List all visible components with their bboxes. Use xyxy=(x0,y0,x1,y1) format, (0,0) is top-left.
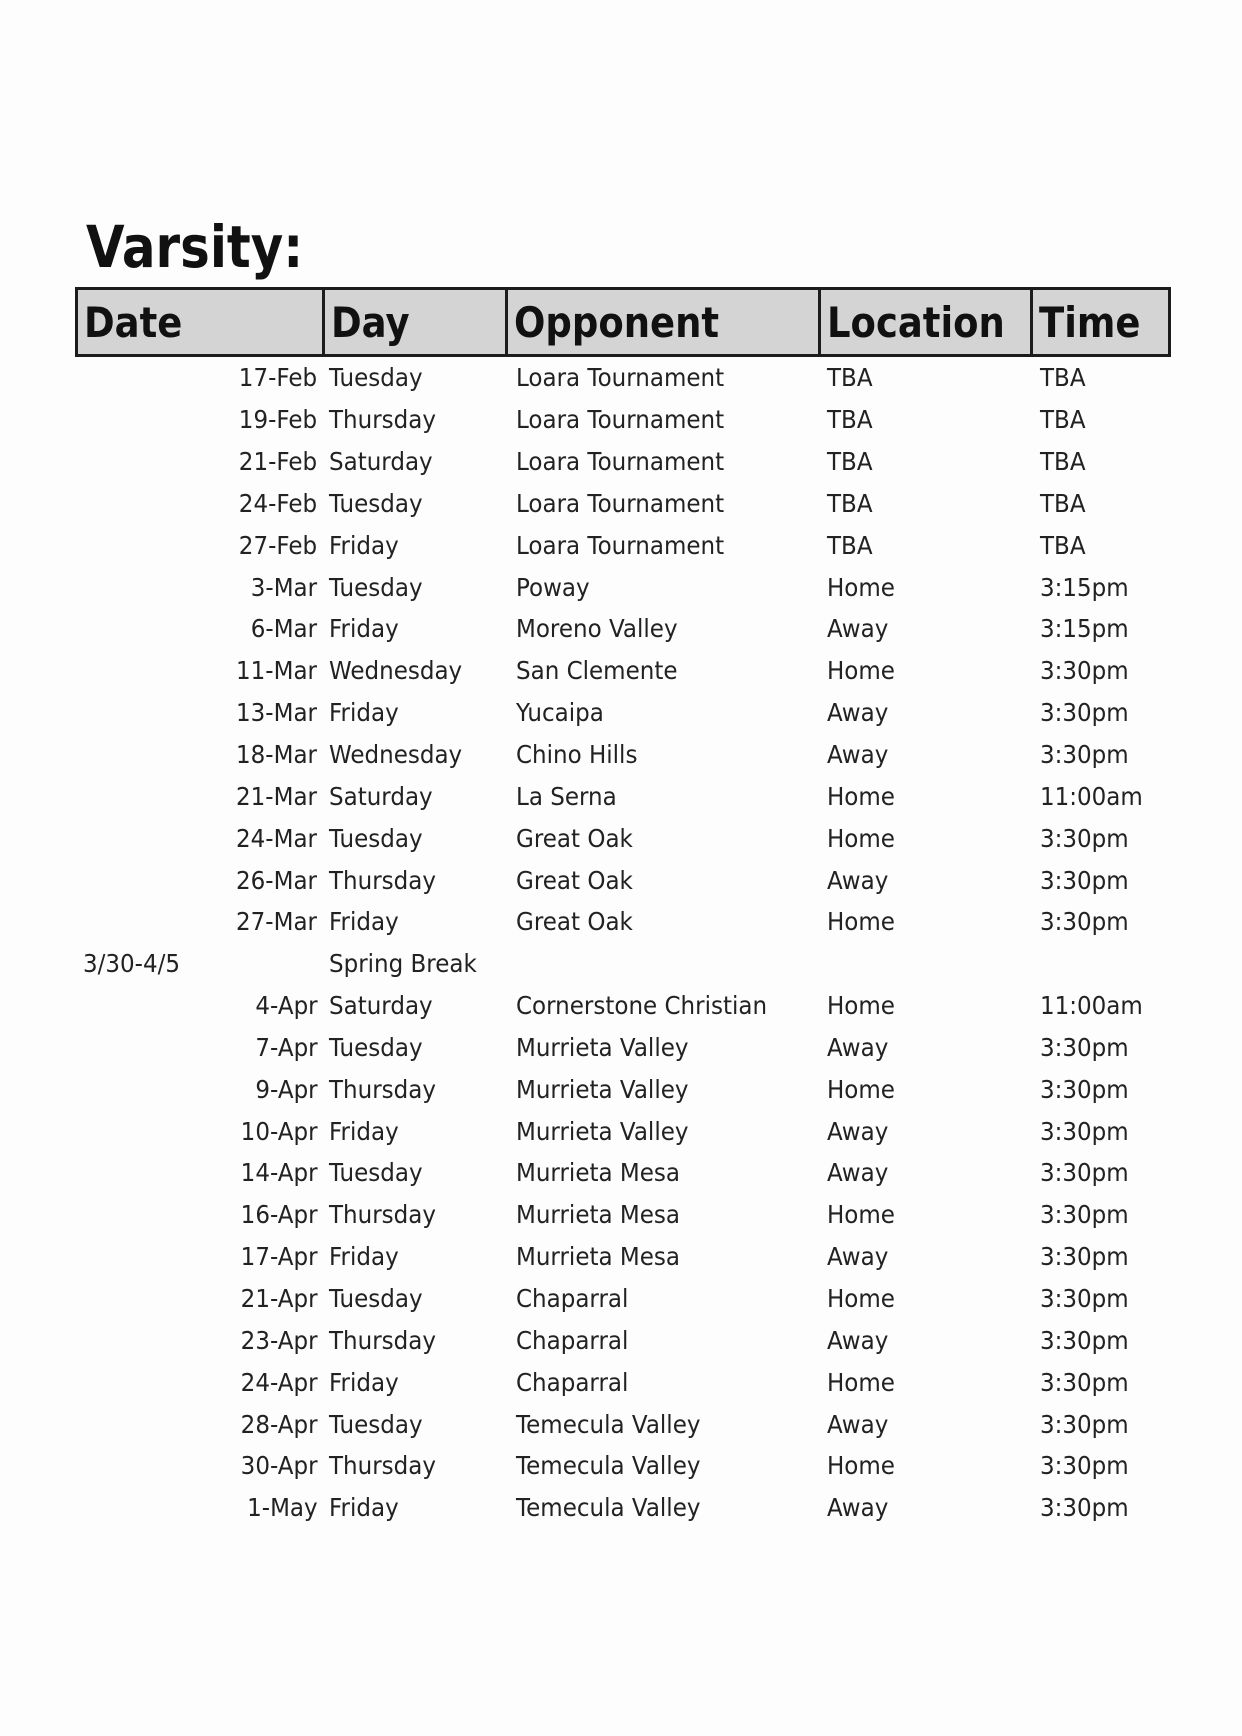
opponent-cell: Temecula Valley xyxy=(515,1493,700,1523)
game-row xyxy=(77,1027,1170,1069)
date-cell: 24-Feb xyxy=(239,488,318,518)
time-cell: 3:30pm xyxy=(1039,1242,1129,1272)
day-cell: Tuesday xyxy=(328,1032,423,1062)
game-row xyxy=(77,441,1170,483)
opponent-cell: Chaparral xyxy=(515,1283,628,1313)
game-row xyxy=(77,1487,1170,1529)
date-cell: 30-Apr xyxy=(240,1451,318,1481)
location-cell: Away xyxy=(826,1409,888,1439)
location-cell: Away xyxy=(826,1032,888,1062)
opponent-cell: Murrieta Mesa xyxy=(515,1242,680,1272)
opponent-cell: Temecula Valley xyxy=(515,1409,700,1439)
day-cell: Thursday xyxy=(328,1325,436,1355)
header-date: Date xyxy=(77,289,324,356)
date-cell: 21-Mar xyxy=(236,781,318,811)
date-cell: 1-May xyxy=(247,1493,318,1523)
location-cell: Away xyxy=(826,698,888,728)
opponent-cell: Loara Tournament xyxy=(515,530,724,560)
time-cell: TBA xyxy=(1039,405,1086,435)
date-cell: 19-Feb xyxy=(239,405,318,435)
time-cell: 3:30pm xyxy=(1039,1493,1129,1523)
location-cell: Away xyxy=(826,614,888,644)
day-cell: Tuesday xyxy=(328,488,423,518)
day-cell: Tuesday xyxy=(328,823,423,853)
date-cell: 17-Feb xyxy=(239,363,318,393)
opponent-cell: Great Oak xyxy=(515,907,633,937)
opponent-cell: San Clemente xyxy=(515,656,677,686)
opponent-cell: Murrieta Valley xyxy=(515,1074,688,1104)
time-cell: 3:30pm xyxy=(1039,1367,1129,1397)
opponent-cell: Murrieta Mesa xyxy=(515,1158,680,1188)
opponent-cell xyxy=(507,943,820,985)
date-cell: 10-Apr xyxy=(240,1116,318,1146)
time-cell: 3:30pm xyxy=(1039,1325,1129,1355)
day-cell: Tuesday xyxy=(328,1283,423,1313)
opponent-cell: Chino Hills xyxy=(515,740,637,770)
date-cell: 3-Mar xyxy=(251,572,318,602)
opponent-cell: Poway xyxy=(515,572,590,602)
day-cell: Thursday xyxy=(328,1074,436,1104)
header-row xyxy=(77,289,1170,356)
location-cell xyxy=(820,943,1032,985)
game-row xyxy=(77,1152,1170,1194)
date-cell: 23-Apr xyxy=(240,1325,318,1355)
game-row xyxy=(77,483,1170,525)
time-cell: 3:30pm xyxy=(1039,865,1129,895)
opponent-cell: Loara Tournament xyxy=(515,363,724,393)
game-row xyxy=(77,650,1170,692)
day-cell: Tuesday xyxy=(328,572,423,602)
opponent-cell: Great Oak xyxy=(515,823,633,853)
header-day: Day xyxy=(324,289,507,356)
date-cell: 7-Apr xyxy=(255,1032,318,1062)
time-cell: 3:30pm xyxy=(1039,1451,1129,1481)
location-cell: TBA xyxy=(826,530,873,560)
time-cell: 11:00am xyxy=(1039,991,1143,1021)
game-row xyxy=(77,608,1170,650)
game-row xyxy=(77,1361,1170,1403)
date-cell: 13-Mar xyxy=(236,698,318,728)
time-cell: 3:30pm xyxy=(1039,1283,1129,1313)
date-cell: 24-Apr xyxy=(240,1367,318,1397)
time-cell: 3:30pm xyxy=(1039,698,1129,728)
day-cell: Thursday xyxy=(328,1451,436,1481)
day-cell: Friday xyxy=(328,1242,399,1272)
schedule-table xyxy=(75,287,1171,1529)
location-cell: Home xyxy=(826,823,895,853)
day-cell: Tuesday xyxy=(328,363,423,393)
day-cell: Wednesday xyxy=(328,656,462,686)
header-location: Location xyxy=(820,289,1032,356)
time-cell: 3:30pm xyxy=(1039,1116,1129,1146)
time-cell: 3:30pm xyxy=(1039,1158,1129,1188)
game-row xyxy=(77,1445,1170,1487)
game-row xyxy=(77,901,1170,943)
time-cell: 3:30pm xyxy=(1039,740,1129,770)
date-cell: 18-Mar xyxy=(236,740,318,770)
day-cell: Saturday xyxy=(328,447,433,477)
opponent-cell: Cornerstone Christian xyxy=(515,991,767,1021)
date-cell: 11-Mar xyxy=(236,656,318,686)
day-cell: Thursday xyxy=(328,865,436,895)
opponent-cell: Murrieta Valley xyxy=(515,1032,688,1062)
location-cell: Home xyxy=(826,1283,895,1313)
opponent-cell: La Serna xyxy=(515,781,617,811)
day-cell: Friday xyxy=(328,907,399,937)
opponent-cell: Loara Tournament xyxy=(515,447,724,477)
game-row xyxy=(77,1194,1170,1236)
date-cell: 21-Feb xyxy=(239,447,318,477)
game-row xyxy=(77,524,1170,566)
header-time: Time xyxy=(1032,289,1170,356)
time-cell: 3:30pm xyxy=(1039,907,1129,937)
day-cell: Friday xyxy=(328,698,399,728)
page-title: Varsity: xyxy=(86,213,304,281)
date-cell: 6-Mar xyxy=(251,614,318,644)
day-cell: Tuesday xyxy=(328,1409,423,1439)
opponent-cell: Great Oak xyxy=(515,865,633,895)
time-cell: TBA xyxy=(1039,447,1086,477)
game-row xyxy=(77,399,1170,441)
day-cell: Wednesday xyxy=(328,740,462,770)
location-cell: Home xyxy=(826,1200,895,1230)
game-row xyxy=(77,1068,1170,1110)
date-cell: 9-Apr xyxy=(255,1074,318,1104)
location-cell: Away xyxy=(826,1493,888,1523)
game-row xyxy=(77,734,1170,776)
location-cell: Home xyxy=(826,907,895,937)
location-cell: Home xyxy=(826,1367,895,1397)
location-cell: Home xyxy=(826,1451,895,1481)
time-cell: 11:00am xyxy=(1039,781,1143,811)
break-row xyxy=(77,943,1170,985)
time-cell: 3:30pm xyxy=(1039,1074,1129,1104)
date-cell: 26-Mar xyxy=(236,865,318,895)
opponent-cell: Loara Tournament xyxy=(515,405,724,435)
location-cell: Home xyxy=(826,1074,895,1104)
location-cell: Away xyxy=(826,1158,888,1188)
game-row xyxy=(77,1110,1170,1152)
opponent-cell: Yucaipa xyxy=(515,698,604,728)
day-cell: Friday xyxy=(328,1367,399,1397)
location-cell: Away xyxy=(826,1325,888,1355)
date-cell: 16-Apr xyxy=(240,1200,318,1230)
time-cell xyxy=(1032,943,1170,985)
date-cell: 14-Apr xyxy=(240,1158,318,1188)
time-cell: 3:30pm xyxy=(1039,1200,1129,1230)
time-cell: 3:30pm xyxy=(1039,656,1129,686)
date-cell: 24-Mar xyxy=(236,823,318,853)
day-cell: Friday xyxy=(328,1493,399,1523)
game-row xyxy=(77,775,1170,817)
opponent-cell: Chaparral xyxy=(515,1325,628,1355)
game-row xyxy=(77,1403,1170,1445)
game-row xyxy=(77,692,1170,734)
game-row xyxy=(77,817,1170,859)
date-cell: 17-Apr xyxy=(240,1242,318,1272)
location-cell: TBA xyxy=(826,488,873,518)
time-cell: 3:30pm xyxy=(1039,823,1129,853)
time-cell: TBA xyxy=(1039,363,1086,393)
date-cell: 4-Apr xyxy=(255,991,318,1021)
date-cell: 3/30-4/5 xyxy=(82,949,180,979)
day-cell: Friday xyxy=(328,614,399,644)
schedule-body xyxy=(77,356,1170,1529)
location-cell: Away xyxy=(826,1116,888,1146)
date-cell: 28-Apr xyxy=(240,1409,318,1439)
day-cell: Thursday xyxy=(328,405,436,435)
location-cell: Away xyxy=(826,1242,888,1272)
day-cell: Tuesday xyxy=(328,1158,423,1188)
day-cell: Saturday xyxy=(328,991,433,1021)
time-cell: TBA xyxy=(1039,530,1086,560)
date-cell: 27-Feb xyxy=(239,530,318,560)
date-cell: 27-Mar xyxy=(236,907,318,937)
location-cell: TBA xyxy=(826,405,873,435)
opponent-cell: Murrieta Valley xyxy=(515,1116,688,1146)
game-row xyxy=(77,1319,1170,1361)
game-row xyxy=(77,1236,1170,1278)
time-cell: 3:30pm xyxy=(1039,1032,1129,1062)
header-opponent: Opponent xyxy=(507,289,820,356)
day-cell: Saturday xyxy=(328,781,433,811)
location-cell: Away xyxy=(826,865,888,895)
opponent-cell: Murrieta Mesa xyxy=(515,1200,680,1230)
opponent-cell: Chaparral xyxy=(515,1367,628,1397)
day-cell: Thursday xyxy=(328,1200,436,1230)
date-cell: 21-Apr xyxy=(240,1283,318,1313)
time-cell: 3:15pm xyxy=(1039,614,1129,644)
game-row xyxy=(77,859,1170,901)
game-row xyxy=(77,356,1170,399)
time-cell: 3:15pm xyxy=(1039,572,1129,602)
opponent-cell: Temecula Valley xyxy=(515,1451,700,1481)
time-cell: TBA xyxy=(1039,488,1086,518)
day-cell: Friday xyxy=(328,530,399,560)
day-cell: Spring Break xyxy=(328,949,477,979)
location-cell: Away xyxy=(826,740,888,770)
time-cell: 3:30pm xyxy=(1039,1409,1129,1439)
location-cell: Home xyxy=(826,781,895,811)
day-cell: Friday xyxy=(328,1116,399,1146)
opponent-cell: Loara Tournament xyxy=(515,488,724,518)
location-cell: TBA xyxy=(826,447,873,477)
location-cell: TBA xyxy=(826,363,873,393)
game-row xyxy=(77,985,1170,1027)
location-cell: Home xyxy=(826,991,895,1021)
game-row xyxy=(77,1278,1170,1320)
game-row xyxy=(77,566,1170,608)
location-cell: Home xyxy=(826,656,895,686)
opponent-cell: Moreno Valley xyxy=(515,614,678,644)
location-cell: Home xyxy=(826,572,895,602)
